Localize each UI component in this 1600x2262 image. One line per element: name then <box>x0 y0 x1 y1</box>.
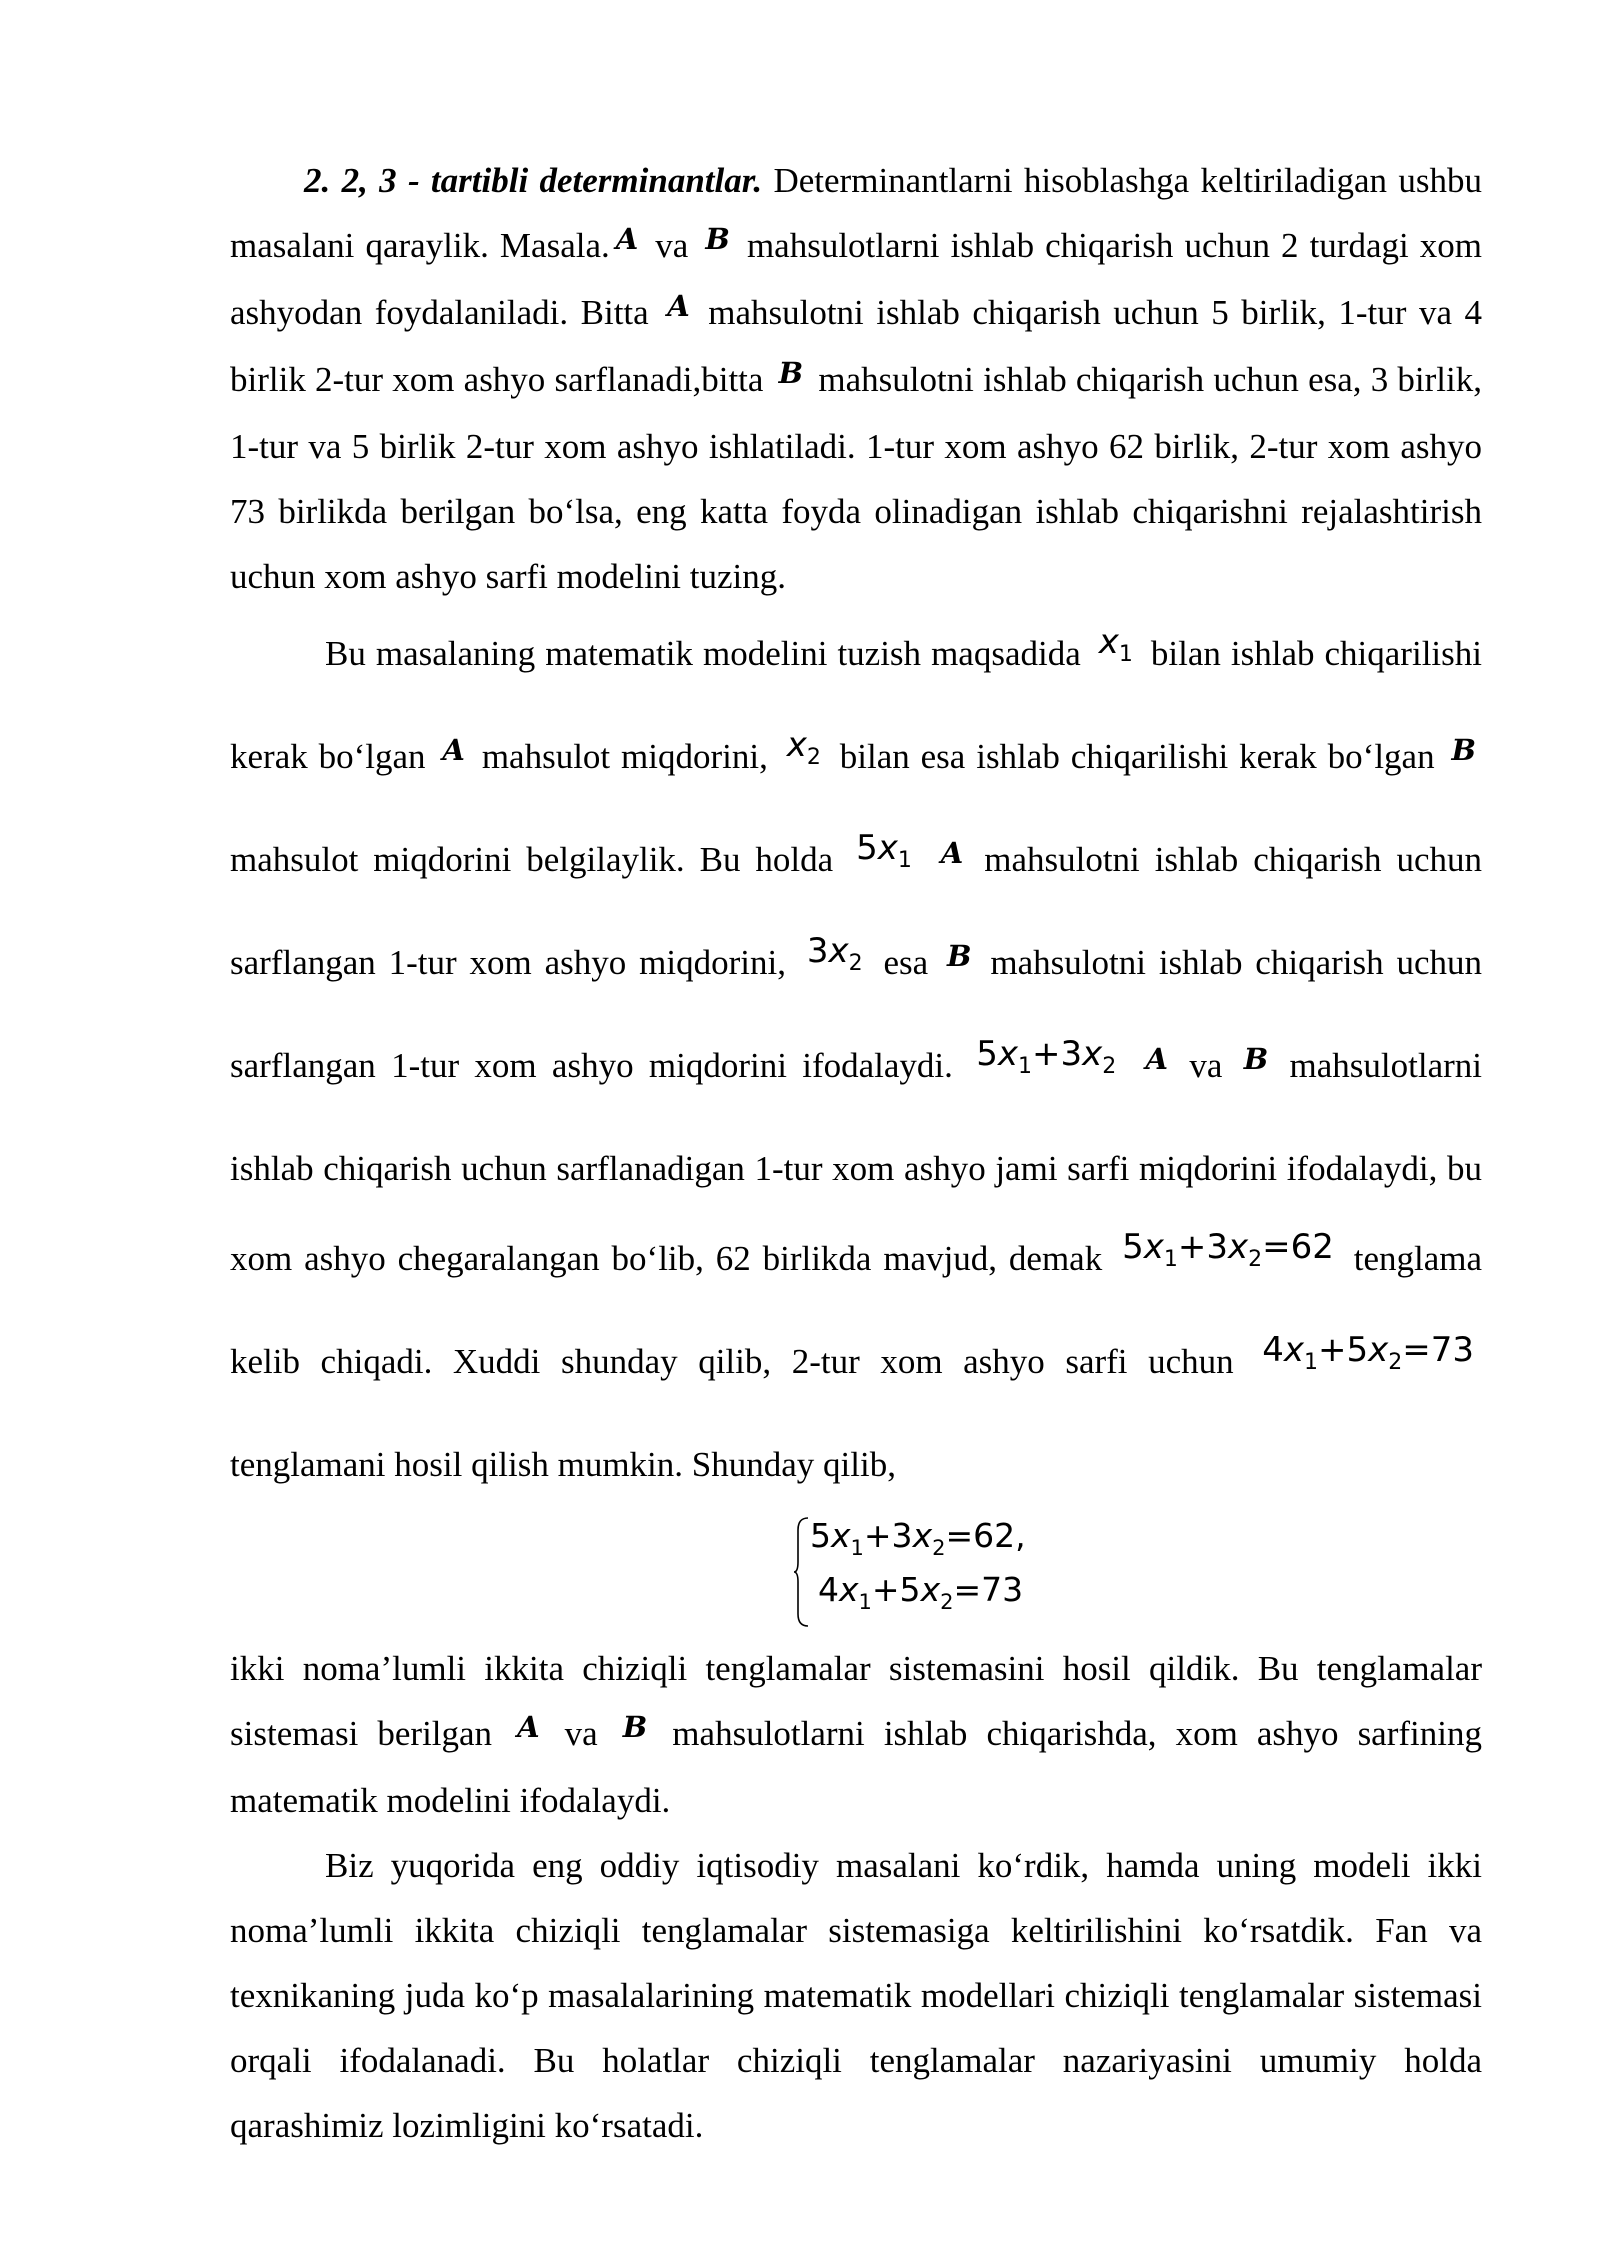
equation-system <box>794 1516 1094 1628</box>
variable-b: B <box>1243 1042 1269 1076</box>
text-run: mahsulot miqdorini, <box>470 737 779 776</box>
variable-a: A <box>667 289 690 323</box>
text-run: Determinantlarni hisoblashga keltiriladigan ushbu masalani qaraylik. Masala. <box>230 161 1482 265</box>
paragraph-summary: Biz yuqorida eng oddiy iqtisodiy masalani ko‘rdik, hamda uning modeli ikki noma’lumli ikkita chiziqli tenglamalar sistemasiga keltirilishini ko‘rsatdik. Fan va texnikaning juda ko‘p masalalarining matematik modellari chiziqli tenglamalar sistemasi orqali ifodalanadi. Bu holatlar chiziqli tenglamalar nazariyasini umumiy holda qarashimiz lozimligini ko‘rsatadi. <box>230 1846 1482 2145</box>
text-run: tenglama kelib chiqadi. Xuddi shunday qilib, 2-tur xom ashyo sarfi uchun <box>230 1239 1482 1381</box>
text-run: mahsulot miqdorini belgilaylik. Bu holda <box>230 840 849 879</box>
math-x2: $x_2$ <box>786 725 821 770</box>
variable-b: B <box>1451 733 1476 767</box>
variable-a: A <box>442 733 465 767</box>
math-3x2: $3x_2$ <box>806 931 863 976</box>
variable-b: B <box>778 356 804 390</box>
text-run: mahsulotni ishlab chiqarish uchun esa, 3 birlik, 1-tur va 5 birlik 2-tur xom ashyo ishlatiladi. 1-tur xom ashyo 62 birlik, 2-tur xom ashyo 73 birlikda berilgan bo‘lsa, eng katta foyda olinadigan ishlab chiqarishni rejalashtirish uchun xom ashyo sarfi modelini tuzing. <box>230 360 1482 596</box>
text-run: mahsulotlarni ishlab chiqarish uchun 2 turdagi xom ashyodan foydalaniladi. Bitta <box>230 226 1482 332</box>
text-run: mahsulotlarni ishlab chiqarish uchun sarflanadigan 1-tur xom ashyo jami sarfi miqdorini ifodalaydi, bu xom ashyo chegaralangan bo‘lib, 62 birlikda mavjud, demak <box>230 1046 1483 1278</box>
variable-b: B <box>947 939 972 973</box>
text-run: tenglamani hosil qilish mumkin. Shunday qilib, <box>230 1445 896 1484</box>
paragraph-conclusion <box>230 1636 1482 1833</box>
text-run: bilan esa ishlab chiqarilishi kerak bo‘lgan <box>828 737 1446 776</box>
paragraph-problem <box>230 148 1482 609</box>
system-equation-2: $4x_1+5x_2=73$ <box>818 1570 1024 1614</box>
text-run: va <box>1174 1046 1238 1085</box>
variable-a: A <box>940 836 964 870</box>
text-run: mahsulotni ishlab chiqarish uchun 5 birlik, 1-tur va 4 birlik 2-tur xom ashyo sarflanadi,bitta <box>230 293 1482 399</box>
text-run: va <box>545 1714 617 1753</box>
paragraph-model <box>230 609 1482 1510</box>
system-equation-1: $5x_1+3x_2=62$, <box>810 1516 1026 1560</box>
text-run: bilan ishlab chiqarilishi kerak bo‘lgan <box>230 634 1482 776</box>
math-equation-1: $5x_1+3x_2=62$ <box>1122 1227 1334 1272</box>
math-5x1: $5x_1$ <box>856 828 912 873</box>
math-x1: $x_1$ <box>1098 622 1133 667</box>
text-run: Bu masalaning matematik modelini tuzish maqsadida <box>325 634 1091 673</box>
math-5x1-plus-3x2: $5x_1+3x_2$ <box>976 1034 1117 1079</box>
variable-a: A <box>1145 1042 1169 1076</box>
text-run: ikki noma’lumli ikkita chiziqli tenglamalar sistemasini hosil qildik. Bu tenglamalar sistemasi berilgan <box>230 1649 1482 1753</box>
section-heading: 2. 2, 3 - tartibli determinantlar. <box>304 161 763 200</box>
variable-a: A <box>517 1710 540 1744</box>
text-run: mahsulotni ishlab chiqarish uchun sarflangan 1-tur xom ashyo miqdorini ifodalaydi. <box>230 943 1483 1085</box>
variable-a: A <box>615 222 639 256</box>
text-run: mahsulotni ishlab chiqarish uchun sarflangan 1-tur xom ashyo miqdorini, <box>230 840 1482 982</box>
variable-b: B <box>622 1710 648 1744</box>
text-run: mahsulotlarni ishlab chiqarishda, xom ashyo sarfining matematik modelini ifodalaydi. <box>230 1714 1482 1820</box>
variable-b: B <box>705 222 730 256</box>
math-equation-2: $4x_1+5x_2=73$ <box>1262 1330 1474 1375</box>
left-brace <box>794 1516 810 1628</box>
text-run: esa <box>870 943 942 982</box>
text-run: va <box>644 226 700 265</box>
